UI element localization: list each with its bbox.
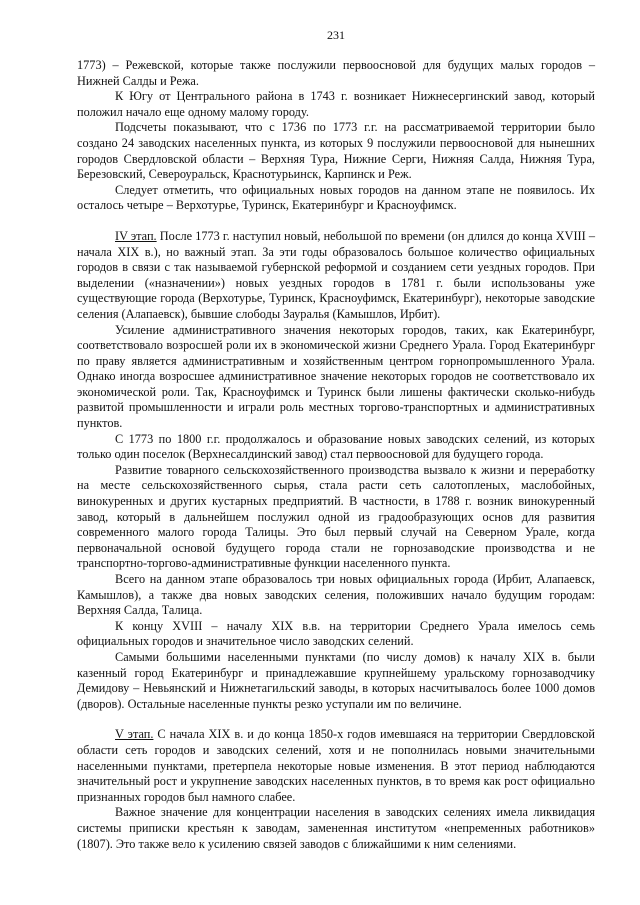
- section-gap: [77, 712, 595, 727]
- paragraph: [77, 432, 595, 463]
- paragraph: [77, 650, 595, 712]
- stage-label: IV этап.: [115, 228, 157, 243]
- paragraph-text: К Югу от Центрального района в 1743 г. возникает Нижнесергинский завод, который положил начало еще одному малому городу.: [77, 89, 595, 119]
- paragraph-text: Развитие товарного сельскохозяйственного производства вызвало к жизни и переработку на месте сельскохозяйственного сырья, стала расти сеть салотопленых, маслобойных, винокуренных и других кустарных предприятий. В частности, в 1788 г. возник винокуренный завод, который в дальнейшем послужил одной из градообразующих основ для развития современного малого города Талицы. Это был первый случай на Северном Урале, когда первоначальной основой будущего города стали не горнозаводские производства и не транспортно-торгово-административные функции населенного пункта.: [77, 462, 595, 571]
- paragraph: [77, 463, 595, 572]
- paragraph-text: К концу XVIII – началу XIX в.в. на территории Среднего Урала имелось семь официальных городов и значительное число заводских селений.: [77, 618, 595, 649]
- paragraph: [77, 58, 595, 89]
- paragraph: [77, 572, 595, 619]
- paragraph: [77, 120, 595, 182]
- paragraph: [77, 619, 595, 650]
- paragraph-text: После 1773 г. наступил новый, небольшой по времени (он длился до конца XVIII – начала XIX в.), но важный этап. За эти годы образовалось большое количество официальных городов в связи с так называемой губернской реформой и созданием сети уездных городов. При выделении («назначении») новых уездных городов в 1781 г. были использованы уже существующие города (Верхотурье, Туринск, Красноуфимск, Екатеринбург), некоторые заводские селения (Алапаевск), бывшие слободы Зауралья (Камышлов, Ирбит).: [77, 228, 595, 321]
- paragraph: [77, 183, 595, 214]
- paragraph-text: Следует отметить, что официальных новых городов на данном этапе не появилось. Их осталось четыре – Верхотурье, Туринск, Екатеринбург и Красноуфимск.: [77, 182, 595, 213]
- paragraph-text: Всего на данном этапе образовалось три новых официальных города (Ирбит, Алапаевск, Камышлов), а также два новых заводских селения, положивших начало будущим городам: Верхняя Салда, Талица.: [77, 572, 595, 618]
- paragraph-text: Важное значение для концентрации населения в заводских селениях имела ликвидация системы приписки крестьян к заводам, замененная институтом «непременных работников» (1807). Это также вело к усилению связей заводов с ближайшими к ним селениями.: [77, 805, 595, 851]
- document-body: [77, 58, 595, 852]
- paragraph-text: Усиление административного значения некоторых городов, таких, как Екатеринбург, соответствовало возросшей роли их в экономической жизни Среднего Урала. Город Екатеринбург по праву является административным и хозяйственным центром горнопромышленного Урала. Однако иногда возросшее административное значение некоторых городов не соответствовало их экономической роли. Так, Красноуфимск и Туринск были лишены фактически сколько-нибудь развитой промышленности и играли роль местных торгово-транспортных и административных пунктов.: [77, 322, 595, 431]
- paragraph: [77, 229, 595, 323]
- paragraph-text: С начала XIX в. и до конца 1850-х годов имевшаяся на территории Свердловской области сеть городов и заводских селений, хотя и не пополнилась новыми значительными населенными пунктами, претерпела некоторые новые изменения. В этот период наблюдаются значительный рост и укрупнение заводских населенных пунктов, в то время как рост официально признанных городов был намного слабее.: [77, 727, 595, 804]
- paragraph-text: С 1773 по 1800 г.г. продолжалось и образование новых заводских селений, из которых только один поселок (Верхнесалдинский завод) стал первоосновой для будущего города.: [77, 431, 595, 462]
- page-number: 231: [327, 28, 345, 42]
- paragraph: [77, 89, 595, 120]
- paragraph: [77, 805, 595, 852]
- paragraph-text: 1773) – Режевской, которые также послужили первоосновой для будущих малых городов – Нижней Салды и Режа.: [77, 58, 595, 88]
- paragraph-text: Самыми большими населенными пунктами (по числу домов) к началу XIX в. были казенный город Екатеринбург и принадлежавшие крупнейшему уральскому горнозаводчику Демидову – Невьянский и Нижнетагильский заводы, в которых насчитывалось более 1000 домов (дворов). Остальные населенные пункты резко уступали им по величине.: [77, 649, 595, 711]
- section-gap: [77, 214, 595, 229]
- paragraph: [77, 323, 595, 432]
- paragraph-text: Подсчеты показывают, что с 1736 по 1773 г.г. на рассматриваемой территории было создано 24 заводских населенных пункта, из которых 9 послужили первоосновой для нынешних городов Свердловской области – Верхняя Тура, Нижние Серги, Нижняя Салда, Нижняя Тура, Березовский, Североуральск, Краснотурьинск, Карпинск и Реж.: [77, 120, 595, 182]
- stage-label: V этап.: [115, 727, 154, 742]
- paragraph: [77, 727, 595, 805]
